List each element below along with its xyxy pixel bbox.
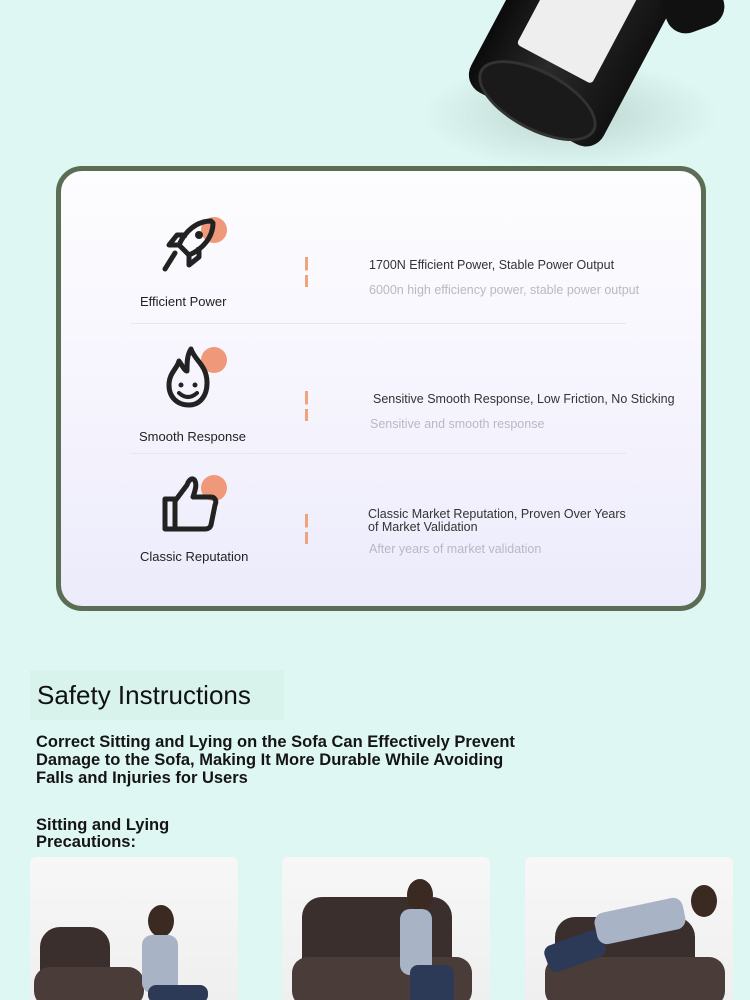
feature-subtitle: 6000n high efficiency power, stable power output bbox=[369, 283, 640, 297]
feature-title: Sensitive Smooth Response, Low Friction, No Sticking bbox=[373, 392, 675, 406]
feature-name: Efficient Power bbox=[140, 294, 227, 309]
feature-title: 1700N Efficient Power, Stable Power Output bbox=[369, 258, 615, 272]
actuator-rod bbox=[660, 0, 730, 39]
product-image bbox=[0, 0, 750, 165]
photo-correct-sitting bbox=[30, 857, 238, 1000]
thumbs-up-icon bbox=[151, 471, 231, 541]
feature-separator bbox=[305, 257, 308, 287]
photo-sitting-on-armrest bbox=[282, 857, 490, 1000]
feature-name: Classic Reputation bbox=[140, 549, 249, 564]
feature-name: Smooth Response bbox=[139, 429, 246, 444]
rocket-icon bbox=[151, 213, 231, 283]
feature-subtitle: Sensitive and smooth response bbox=[370, 417, 545, 431]
section-description: Correct Sitting and Lying on the Sofa Can Effectively Prevent Damage to the Sofa, Making It More Durable While Avoiding Falls and Injuries for Users bbox=[36, 733, 515, 787]
feature-separator bbox=[305, 514, 308, 544]
section-title: Safety Instructions bbox=[30, 670, 284, 720]
feature-divider bbox=[131, 453, 626, 454]
features-card bbox=[56, 166, 706, 611]
precautions-label: Sitting and Lying Precautions: bbox=[36, 816, 170, 851]
feature-divider bbox=[131, 323, 626, 324]
feature-title: Classic Market Reputation, Proven Over Years of Market Validation bbox=[368, 507, 626, 534]
smiling-flame-icon bbox=[151, 343, 231, 413]
feature-subtitle: After years of market validation bbox=[369, 542, 542, 556]
feature-separator bbox=[305, 391, 308, 421]
photo-leaning-over-backrest bbox=[525, 857, 733, 1000]
